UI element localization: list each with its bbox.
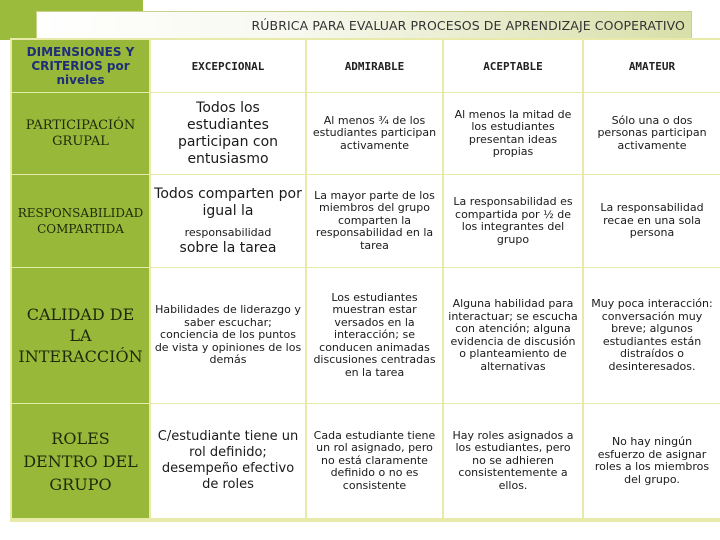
rubric-cell-text: Todos comparten por igual la [154, 185, 302, 219]
page-title: RÚBRICA PARA EVALUAR PROCESOS DE APRENDIZAJE COOPERATIVO [251, 18, 685, 33]
rubric-cell: La responsabilidad es compartida por ½ de los integrantes del grupo [444, 175, 582, 267]
rubric-cell: La mayor parte de los miembros del grupo comparten la responsabilidad en la tarea [307, 175, 442, 267]
rubric-cell: Hay roles asignados a los estudiantes, pero no se adhieren consistentemente a ellos. [444, 404, 582, 518]
rubric-cell: Todos los estudiantes participan con entusiasmo [151, 93, 305, 174]
criterion-roles: ROLES DENTRO DEL GRUPO [12, 404, 149, 518]
dimensions-header: DIMENSIONES Y CRITERIOS por niveles [12, 40, 149, 92]
rubric-cell: Habilidades de liderazgo y saber escuchar; conciencia de los puntos de vista y opiniones de los demás [151, 268, 305, 403]
rubric-cell: Los estudiantes muestran estar versados en la interacción; se conducen animadas discusiones centradas en la tarea [307, 268, 442, 403]
rubric-cell [151, 175, 305, 267]
rubric-table [10, 38, 720, 522]
rubric-cell: La responsabilidad recae en una sola persona [584, 175, 720, 267]
rubric-cell: C/estudiante tiene un rol definido; desempeño efectivo de roles [151, 404, 305, 518]
rubric-cell: Alguna habilidad para interactuar; se escucha con atención; alguna evidencia de discusión o planteamiento de alternativas [444, 268, 582, 403]
criterion-participacion: PARTICIPACIÓN GRUPAL [12, 93, 149, 174]
level-header-amateur: AMATEUR [584, 40, 720, 92]
rubric-cell: No hay ningún esfuerzo de asignar roles a los miembros del grupo. [584, 404, 720, 518]
rubric-cell: Sólo una o dos personas participan activamente [584, 93, 720, 174]
rubric-cell: Cada estudiante tiene un rol asignado, pero no está claramente definido o no es consistente [307, 404, 442, 518]
level-header-aceptable: ACEPTABLE [444, 40, 582, 92]
rubric-cell-text: responsabilidad [184, 225, 272, 239]
criterion-calidad-interaccion: CALIDAD DE LA INTERACCIÓN [12, 268, 149, 403]
rubric-cell: Muy poca interacción: conversación muy breve; algunos estudiantes están distraídos o desinteresados. [584, 268, 720, 403]
rubric-cell-text: sobre la tarea [179, 239, 277, 256]
criterion-responsabilidad: RESPONSABILIDAD COMPARTIDA [12, 175, 149, 267]
rubric-cell: Al menos ¾ de los estudiantes participan activamente [307, 93, 442, 174]
level-header-admirable: ADMIRABLE [307, 40, 442, 92]
level-header-excepcional: EXCEPCIONAL [151, 40, 305, 92]
rubric-cell: Al menos la mitad de los estudiantes presentan ideas propias [444, 93, 582, 174]
